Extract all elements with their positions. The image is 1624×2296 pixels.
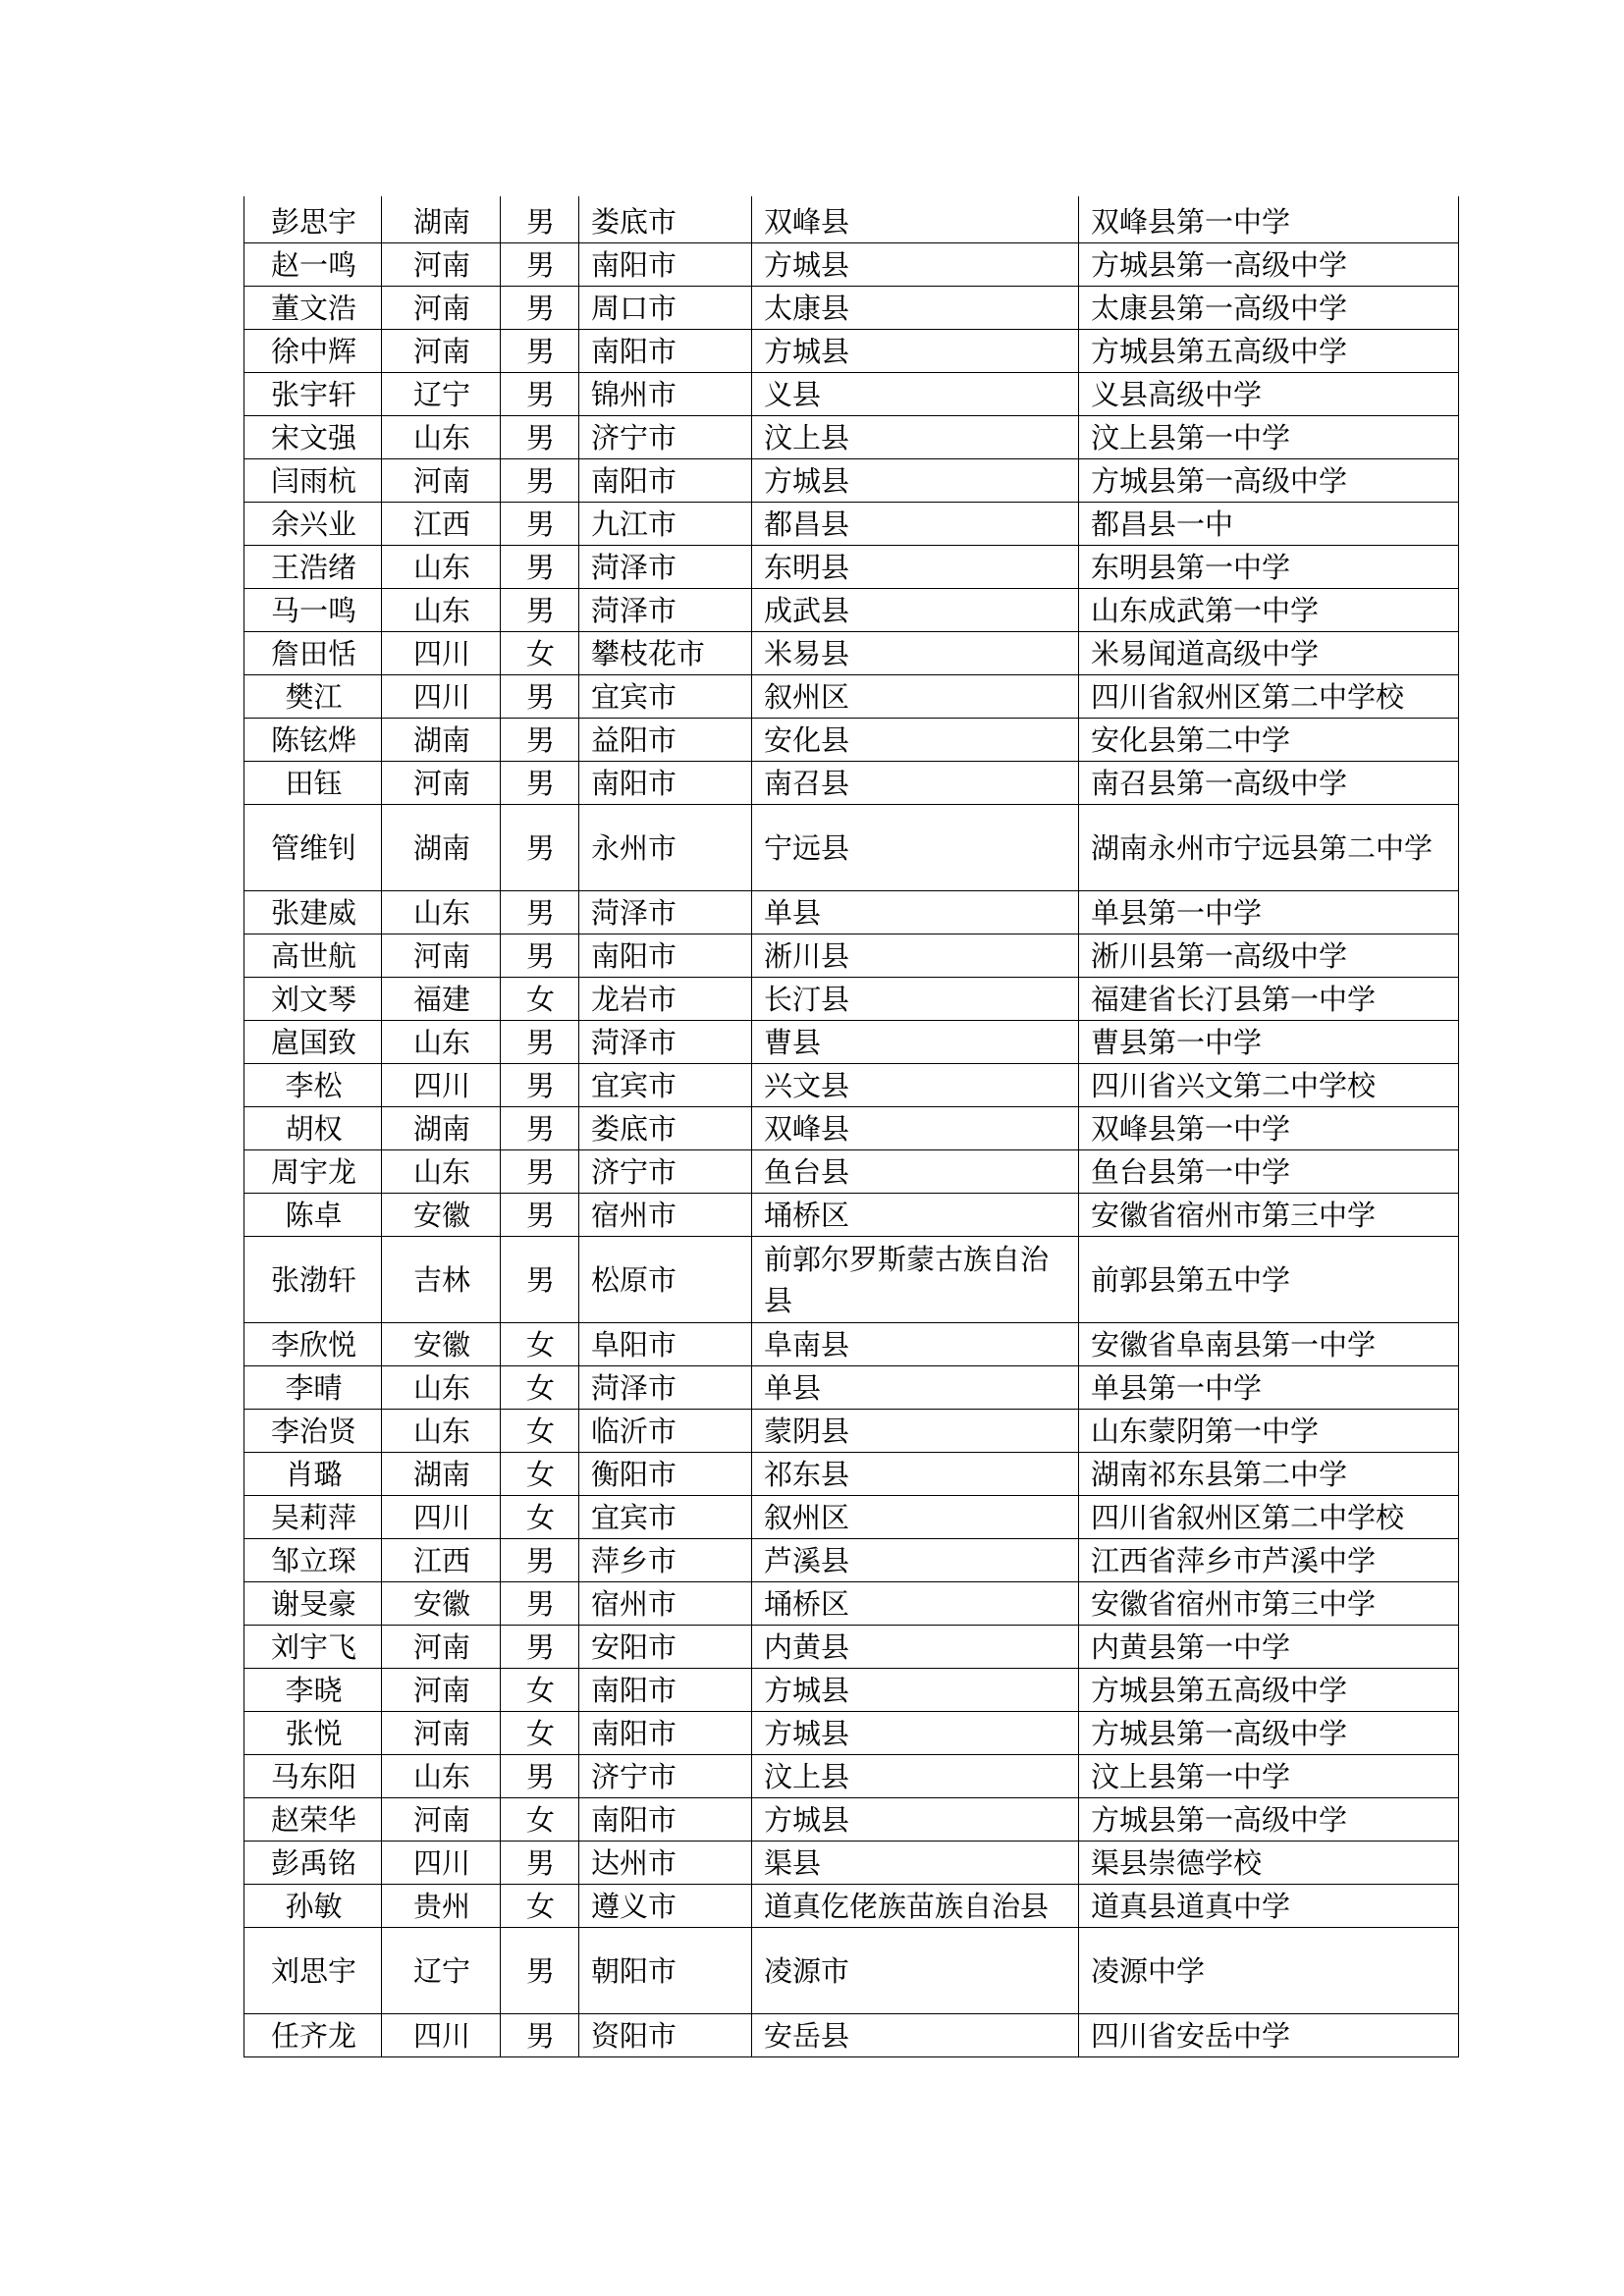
- cell-county: 阜南县: [752, 1323, 1079, 1366]
- table-row: [244, 805, 1459, 891]
- cell-county: 长汀县: [752, 978, 1079, 1021]
- table-row: [244, 196, 1459, 243]
- cell-county: 南召县: [752, 762, 1079, 805]
- cell-name: 高世航: [244, 934, 382, 978]
- table-row: [244, 1496, 1459, 1539]
- cell-name: 宋文强: [244, 416, 382, 459]
- cell-county: 凌源市: [752, 1928, 1079, 2014]
- cell-school: 安徽省阜南县第一中学: [1079, 1323, 1459, 1366]
- cell-province: 湖南: [382, 719, 501, 762]
- cell-province: 山东: [382, 546, 501, 589]
- cell-gender: 男: [501, 243, 579, 287]
- table-row: [244, 1712, 1459, 1755]
- cell-gender: 女: [501, 1366, 579, 1410]
- cell-school: 湖南祁东县第二中学: [1079, 1453, 1459, 1496]
- cell-city: 龙岩市: [579, 978, 752, 1021]
- cell-city: 达州市: [579, 1842, 752, 1885]
- cell-gender: 男: [501, 459, 579, 503]
- cell-city: 锦州市: [579, 373, 752, 416]
- cell-school: 汶上县第一中学: [1079, 416, 1459, 459]
- cell-province: 四川: [382, 1496, 501, 1539]
- table-row: [244, 1669, 1459, 1712]
- table-row: [244, 1107, 1459, 1150]
- cell-province: 吉林: [382, 1237, 501, 1323]
- cell-province: 福建: [382, 978, 501, 1021]
- cell-county: 米易县: [752, 632, 1079, 675]
- cell-province: 贵州: [382, 1885, 501, 1928]
- table-row: [244, 978, 1459, 1021]
- cell-school: 安徽省宿州市第三中学: [1079, 1194, 1459, 1237]
- cell-name: 樊江: [244, 675, 382, 719]
- cell-gender: 男: [501, 1064, 579, 1107]
- cell-county: 埇桥区: [752, 1582, 1079, 1626]
- cell-name: 刘文琴: [244, 978, 382, 1021]
- cell-school: 安化县第二中学: [1079, 719, 1459, 762]
- table-row: [244, 891, 1459, 934]
- cell-county: 芦溪县: [752, 1539, 1079, 1582]
- cell-name: 张建威: [244, 891, 382, 934]
- cell-name: 胡权: [244, 1107, 382, 1150]
- cell-province: 山东: [382, 1410, 501, 1453]
- cell-county: 单县: [752, 891, 1079, 934]
- cell-school: 道真县道真中学: [1079, 1885, 1459, 1928]
- cell-county: 单县: [752, 1366, 1079, 1410]
- cell-gender: 男: [501, 1021, 579, 1064]
- cell-gender: 男: [501, 330, 579, 373]
- cell-school: 方城县第一高级中学: [1079, 1798, 1459, 1842]
- cell-county: 安化县: [752, 719, 1079, 762]
- cell-name: 詹田恬: [244, 632, 382, 675]
- cell-province: 江西: [382, 503, 501, 546]
- cell-city: 济宁市: [579, 1755, 752, 1798]
- cell-province: 辽宁: [382, 373, 501, 416]
- cell-school: 安徽省宿州市第三中学: [1079, 1582, 1459, 1626]
- table-row: [244, 1194, 1459, 1237]
- cell-province: 安徽: [382, 1582, 501, 1626]
- cell-county: 双峰县: [752, 196, 1079, 243]
- cell-city: 南阳市: [579, 1712, 752, 1755]
- cell-name: 董文浩: [244, 287, 382, 330]
- cell-province: 四川: [382, 632, 501, 675]
- cell-name: 李欣悦: [244, 1323, 382, 1366]
- cell-gender: 男: [501, 1194, 579, 1237]
- table-row: [244, 1539, 1459, 1582]
- cell-name: 马东阳: [244, 1755, 382, 1798]
- cell-school: 方城县第五高级中学: [1079, 1669, 1459, 1712]
- cell-name: 张悦: [244, 1712, 382, 1755]
- cell-gender: 女: [501, 1798, 579, 1842]
- cell-gender: 男: [501, 1539, 579, 1582]
- cell-city: 南阳市: [579, 459, 752, 503]
- table-row: [244, 373, 1459, 416]
- cell-county: 埇桥区: [752, 1194, 1079, 1237]
- table-row: [244, 1323, 1459, 1366]
- cell-name: 闫雨杭: [244, 459, 382, 503]
- cell-name: 田钰: [244, 762, 382, 805]
- table-row: [244, 762, 1459, 805]
- cell-city: 济宁市: [579, 416, 752, 459]
- cell-county: 前郭尔罗斯蒙古族自治县: [752, 1237, 1079, 1323]
- cell-gender: 女: [501, 1453, 579, 1496]
- table-row: [244, 287, 1459, 330]
- table-row: [244, 503, 1459, 546]
- cell-school: 方城县第五高级中学: [1079, 330, 1459, 373]
- cell-province: 河南: [382, 934, 501, 978]
- cell-school: 前郭县第五中学: [1079, 1237, 1459, 1323]
- cell-name: 陈铉烨: [244, 719, 382, 762]
- table-row: [244, 330, 1459, 373]
- cell-gender: 男: [501, 934, 579, 978]
- cell-province: 山东: [382, 589, 501, 632]
- cell-province: 四川: [382, 675, 501, 719]
- cell-gender: 男: [501, 2014, 579, 2057]
- cell-school: 东明县第一中学: [1079, 546, 1459, 589]
- cell-school: 内黄县第一中学: [1079, 1626, 1459, 1669]
- cell-school: 淅川县第一高级中学: [1079, 934, 1459, 978]
- cell-school: 南召县第一高级中学: [1079, 762, 1459, 805]
- table-row: [244, 1150, 1459, 1194]
- table-row: [244, 1021, 1459, 1064]
- cell-name: 李晓: [244, 1669, 382, 1712]
- cell-province: 江西: [382, 1539, 501, 1582]
- cell-name: 张宇轩: [244, 373, 382, 416]
- table-row: [244, 459, 1459, 503]
- cell-city: 松原市: [579, 1237, 752, 1323]
- cell-name: 陈卓: [244, 1194, 382, 1237]
- cell-name: 彭禹铭: [244, 1842, 382, 1885]
- cell-name: 赵一鸣: [244, 243, 382, 287]
- cell-county: 祁东县: [752, 1453, 1079, 1496]
- cell-school: 江西省萍乡市芦溪中学: [1079, 1539, 1459, 1582]
- cell-city: 益阳市: [579, 719, 752, 762]
- cell-city: 阜阳市: [579, 1323, 752, 1366]
- cell-city: 临沂市: [579, 1410, 752, 1453]
- cell-school: 湖南永州市宁远县第二中学: [1079, 805, 1459, 891]
- cell-school: 山东成武第一中学: [1079, 589, 1459, 632]
- cell-school: 单县第一中学: [1079, 891, 1459, 934]
- cell-province: 河南: [382, 287, 501, 330]
- cell-county: 义县: [752, 373, 1079, 416]
- cell-city: 宜宾市: [579, 1064, 752, 1107]
- cell-county: 兴文县: [752, 1064, 1079, 1107]
- table-row: [244, 546, 1459, 589]
- cell-city: 菏泽市: [579, 1021, 752, 1064]
- cell-province: 安徽: [382, 1194, 501, 1237]
- cell-city: 资阳市: [579, 2014, 752, 2057]
- cell-city: 南阳市: [579, 762, 752, 805]
- cell-name: 王浩绪: [244, 546, 382, 589]
- table-row: [244, 632, 1459, 675]
- cell-county: 安岳县: [752, 2014, 1079, 2057]
- cell-name: 邹立琛: [244, 1539, 382, 1582]
- cell-county: 叙州区: [752, 675, 1079, 719]
- cell-county: 方城县: [752, 459, 1079, 503]
- cell-school: 义县高级中学: [1079, 373, 1459, 416]
- cell-school: 双峰县第一中学: [1079, 1107, 1459, 1150]
- cell-city: 南阳市: [579, 1669, 752, 1712]
- cell-county: 淅川县: [752, 934, 1079, 978]
- cell-province: 湖南: [382, 1453, 501, 1496]
- cell-city: 朝阳市: [579, 1928, 752, 2014]
- cell-gender: 女: [501, 978, 579, 1021]
- roster-body: [244, 196, 1459, 2057]
- cell-city: 南阳市: [579, 1798, 752, 1842]
- cell-province: 河南: [382, 1669, 501, 1712]
- cell-county: 方城县: [752, 1712, 1079, 1755]
- cell-province: 湖南: [382, 805, 501, 891]
- cell-name: 管维钊: [244, 805, 382, 891]
- cell-county: 东明县: [752, 546, 1079, 589]
- cell-name: 赵荣华: [244, 1798, 382, 1842]
- cell-city: 菏泽市: [579, 546, 752, 589]
- cell-school: 方城县第一高级中学: [1079, 243, 1459, 287]
- table-row: [244, 1366, 1459, 1410]
- student-roster-table: [244, 196, 1459, 2057]
- cell-name: 孙敏: [244, 1885, 382, 1928]
- cell-province: 河南: [382, 330, 501, 373]
- cell-county: 都昌县: [752, 503, 1079, 546]
- cell-gender: 男: [501, 1755, 579, 1798]
- cell-gender: 男: [501, 287, 579, 330]
- table-row: [244, 589, 1459, 632]
- cell-school: 山东蒙阴第一中学: [1079, 1410, 1459, 1453]
- cell-school: 四川省叙州区第二中学校: [1079, 1496, 1459, 1539]
- cell-gender: 女: [501, 1712, 579, 1755]
- table-row: [244, 1582, 1459, 1626]
- cell-gender: 女: [501, 1410, 579, 1453]
- table-row: [244, 243, 1459, 287]
- cell-gender: 男: [501, 503, 579, 546]
- cell-name: 刘宇飞: [244, 1626, 382, 1669]
- cell-gender: 男: [501, 1150, 579, 1194]
- table-row: [244, 719, 1459, 762]
- cell-city: 南阳市: [579, 243, 752, 287]
- cell-gender: 男: [501, 1582, 579, 1626]
- cell-province: 四川: [382, 2014, 501, 2057]
- cell-gender: 男: [501, 762, 579, 805]
- cell-county: 蒙阴县: [752, 1410, 1079, 1453]
- cell-city: 永州市: [579, 805, 752, 891]
- cell-province: 山东: [382, 1755, 501, 1798]
- cell-gender: 男: [501, 1928, 579, 2014]
- cell-province: 河南: [382, 1712, 501, 1755]
- cell-province: 山东: [382, 1150, 501, 1194]
- table-row: [244, 1842, 1459, 1885]
- cell-city: 宜宾市: [579, 1496, 752, 1539]
- cell-gender: 男: [501, 196, 579, 243]
- cell-school: 曹县第一中学: [1079, 1021, 1459, 1064]
- cell-county: 方城县: [752, 243, 1079, 287]
- cell-gender: 男: [501, 373, 579, 416]
- cell-city: 菏泽市: [579, 589, 752, 632]
- cell-province: 山东: [382, 891, 501, 934]
- cell-province: 辽宁: [382, 1928, 501, 2014]
- cell-city: 娄底市: [579, 1107, 752, 1150]
- cell-province: 山东: [382, 1021, 501, 1064]
- cell-school: 凌源中学: [1079, 1928, 1459, 2014]
- cell-school: 双峰县第一中学: [1079, 196, 1459, 243]
- cell-county: 渠县: [752, 1842, 1079, 1885]
- cell-name: 周宇龙: [244, 1150, 382, 1194]
- cell-city: 菏泽市: [579, 891, 752, 934]
- table-row: [244, 1928, 1459, 2014]
- table-row: [244, 1885, 1459, 1928]
- cell-city: 安阳市: [579, 1626, 752, 1669]
- cell-city: 菏泽市: [579, 1366, 752, 1410]
- cell-gender: 女: [501, 1669, 579, 1712]
- cell-gender: 男: [501, 546, 579, 589]
- cell-city: 衡阳市: [579, 1453, 752, 1496]
- cell-county: 太康县: [752, 287, 1079, 330]
- cell-name: 张渤轩: [244, 1237, 382, 1323]
- table-row: [244, 2014, 1459, 2057]
- cell-school: 福建省长汀县第一中学: [1079, 978, 1459, 1021]
- cell-gender: 女: [501, 1885, 579, 1928]
- cell-gender: 女: [501, 1496, 579, 1539]
- cell-gender: 男: [501, 805, 579, 891]
- cell-county: 方城县: [752, 330, 1079, 373]
- cell-name: 谢旻豪: [244, 1582, 382, 1626]
- cell-city: 萍乡市: [579, 1539, 752, 1582]
- cell-school: 四川省叙州区第二中学校: [1079, 675, 1459, 719]
- cell-county: 曹县: [752, 1021, 1079, 1064]
- cell-province: 山东: [382, 1366, 501, 1410]
- cell-school: 米易闻道高级中学: [1079, 632, 1459, 675]
- table-row: [244, 1798, 1459, 1842]
- cell-province: 四川: [382, 1842, 501, 1885]
- cell-gender: 男: [501, 589, 579, 632]
- cell-province: 河南: [382, 459, 501, 503]
- cell-city: 攀枝花市: [579, 632, 752, 675]
- document-page: [244, 196, 1458, 2057]
- cell-gender: 男: [501, 1842, 579, 1885]
- cell-county: 鱼台县: [752, 1150, 1079, 1194]
- table-row: [244, 1626, 1459, 1669]
- cell-name: 刘思宇: [244, 1928, 382, 2014]
- table-row: [244, 416, 1459, 459]
- cell-name: 吴莉萍: [244, 1496, 382, 1539]
- cell-province: 安徽: [382, 1323, 501, 1366]
- table-row: [244, 934, 1459, 978]
- cell-county: 成武县: [752, 589, 1079, 632]
- cell-gender: 男: [501, 416, 579, 459]
- cell-city: 宿州市: [579, 1582, 752, 1626]
- cell-school: 四川省兴文第二中学校: [1079, 1064, 1459, 1107]
- cell-school: 汶上县第一中学: [1079, 1755, 1459, 1798]
- cell-gender: 男: [501, 719, 579, 762]
- cell-gender: 男: [501, 891, 579, 934]
- cell-school: 太康县第一高级中学: [1079, 287, 1459, 330]
- cell-name: 余兴业: [244, 503, 382, 546]
- cell-province: 山东: [382, 416, 501, 459]
- table-row: [244, 1064, 1459, 1107]
- cell-city: 宜宾市: [579, 675, 752, 719]
- table-row: [244, 1453, 1459, 1496]
- cell-school: 鱼台县第一中学: [1079, 1150, 1459, 1194]
- cell-province: 湖南: [382, 1107, 501, 1150]
- cell-school: 四川省安岳中学: [1079, 2014, 1459, 2057]
- cell-name: 李晴: [244, 1366, 382, 1410]
- cell-school: 方城县第一高级中学: [1079, 1712, 1459, 1755]
- cell-province: 河南: [382, 243, 501, 287]
- cell-name: 李松: [244, 1064, 382, 1107]
- cell-gender: 男: [501, 1107, 579, 1150]
- cell-city: 遵义市: [579, 1885, 752, 1928]
- cell-city: 济宁市: [579, 1150, 752, 1194]
- cell-county: 汶上县: [752, 1755, 1079, 1798]
- table-row: [244, 675, 1459, 719]
- cell-county: 双峰县: [752, 1107, 1079, 1150]
- cell-county: 方城县: [752, 1798, 1079, 1842]
- cell-name: 扈国致: [244, 1021, 382, 1064]
- cell-city: 九江市: [579, 503, 752, 546]
- cell-school: 单县第一中学: [1079, 1366, 1459, 1410]
- cell-name: 徐中辉: [244, 330, 382, 373]
- cell-province: 河南: [382, 1798, 501, 1842]
- cell-name: 任齐龙: [244, 2014, 382, 2057]
- cell-county: 内黄县: [752, 1626, 1079, 1669]
- cell-name: 马一鸣: [244, 589, 382, 632]
- cell-city: 宿州市: [579, 1194, 752, 1237]
- cell-province: 四川: [382, 1064, 501, 1107]
- cell-school: 方城县第一高级中学: [1079, 459, 1459, 503]
- cell-gender: 女: [501, 1323, 579, 1366]
- cell-gender: 男: [501, 1626, 579, 1669]
- table-row: [244, 1755, 1459, 1798]
- table-row: [244, 1410, 1459, 1453]
- cell-province: 河南: [382, 762, 501, 805]
- cell-county: 汶上县: [752, 416, 1079, 459]
- cell-gender: 男: [501, 1237, 579, 1323]
- cell-province: 湖南: [382, 196, 501, 243]
- cell-county: 叙州区: [752, 1496, 1079, 1539]
- cell-school: 渠县崇德学校: [1079, 1842, 1459, 1885]
- cell-province: 河南: [382, 1626, 501, 1669]
- cell-gender: 女: [501, 632, 579, 675]
- cell-school: 都昌县一中: [1079, 503, 1459, 546]
- cell-county: 宁远县: [752, 805, 1079, 891]
- cell-name: 彭思宇: [244, 196, 382, 243]
- table-row: [244, 1237, 1459, 1323]
- cell-name: 李治贤: [244, 1410, 382, 1453]
- cell-county: 道真仡佬族苗族自治县: [752, 1885, 1079, 1928]
- cell-county: 方城县: [752, 1669, 1079, 1712]
- cell-city: 娄底市: [579, 196, 752, 243]
- cell-city: 周口市: [579, 287, 752, 330]
- cell-gender: 男: [501, 675, 579, 719]
- cell-city: 南阳市: [579, 934, 752, 978]
- cell-city: 南阳市: [579, 330, 752, 373]
- cell-name: 肖璐: [244, 1453, 382, 1496]
